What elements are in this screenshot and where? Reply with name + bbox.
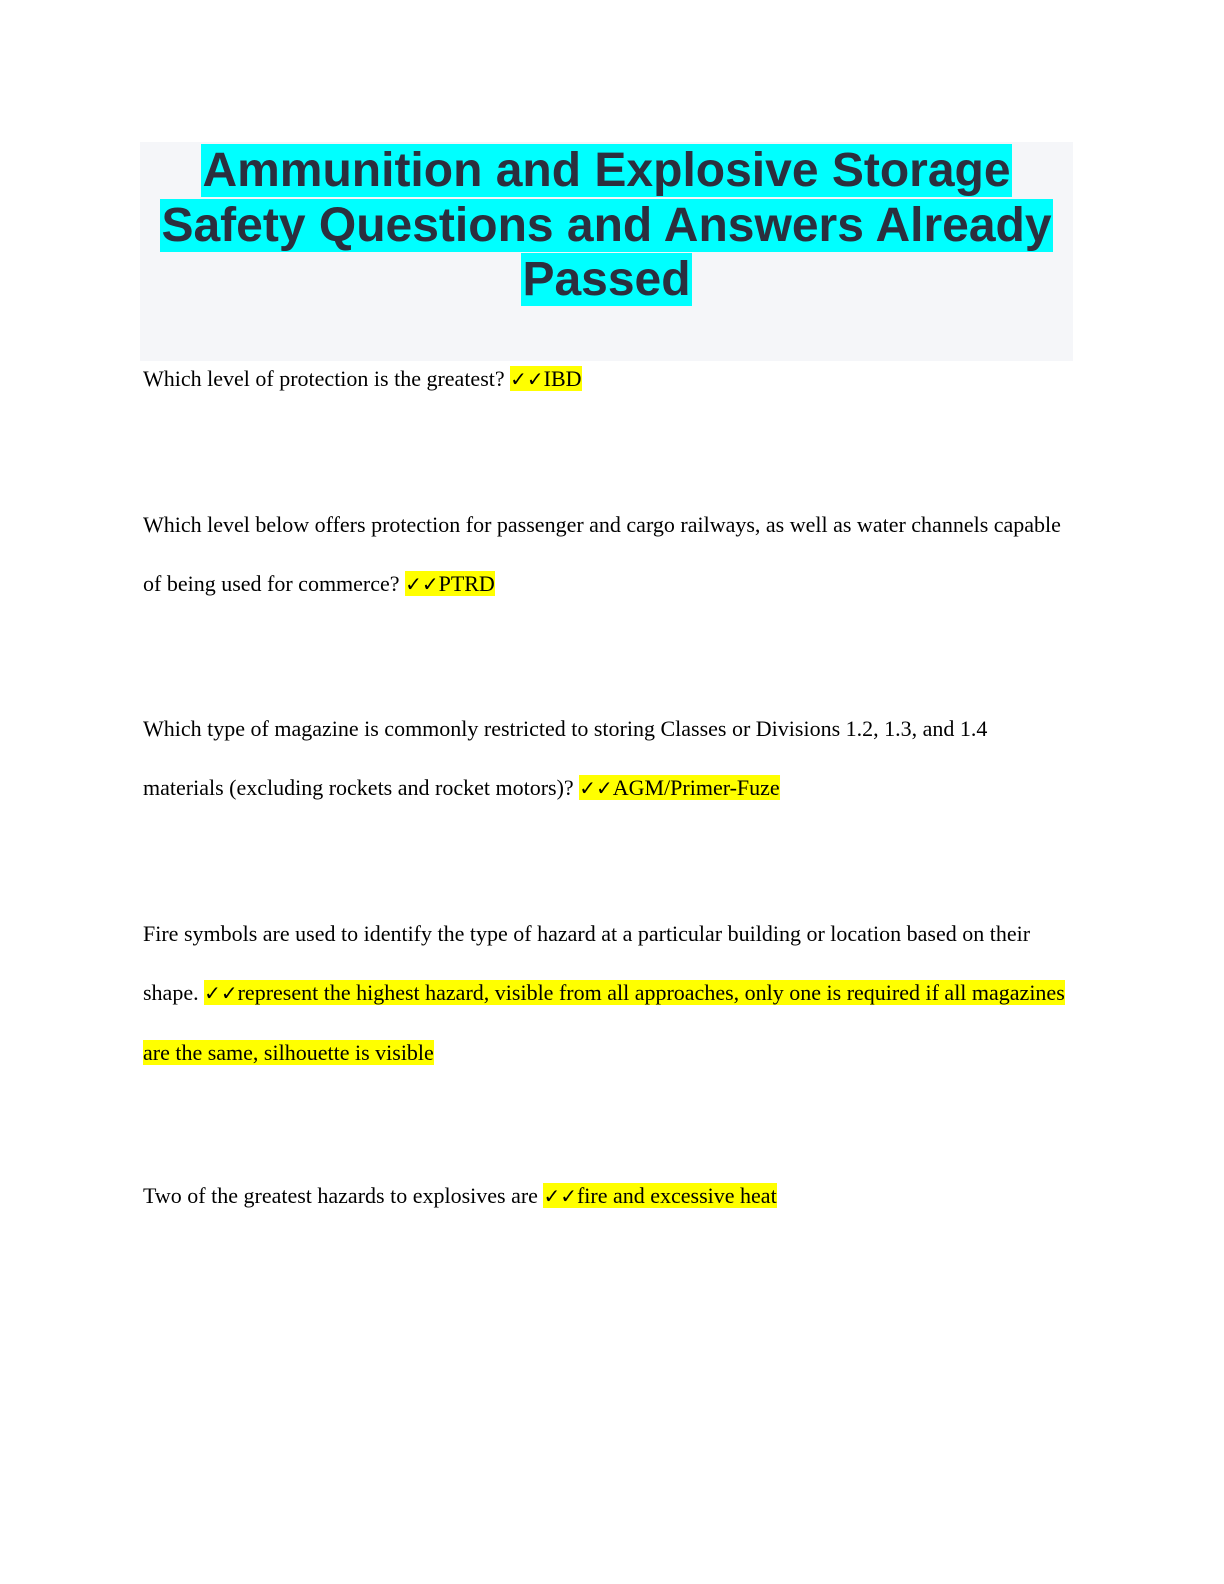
qa-item-4 — [143, 904, 1073, 1082]
question-text: Fire symbols are used to identify the type of hazard at a particular building or location based on their shape. — [143, 921, 1031, 1005]
question-text: Which level of protection is the greatest? — [143, 366, 511, 391]
qa-item-2 — [143, 495, 1073, 614]
question-text: Which type of magazine is commonly restricted to storing Classes or Divisions 1.2, 1.3, and 1.4 materials (excluding rockets and rocket motors)? — [143, 716, 988, 800]
question-text: Two of the greatest hazards to explosives are — [143, 1183, 544, 1208]
double-check-icon: ✓✓ — [405, 572, 439, 596]
answer-text: represent the highest hazard, visible from all approaches, only one is required if all magazines are the same, silhouette is visible — [143, 980, 1065, 1065]
answer-highlight — [543, 1183, 776, 1208]
qa-item-3 — [143, 699, 1073, 818]
double-check-icon: ✓✓ — [579, 776, 613, 800]
qa-item-1 — [143, 349, 1073, 409]
double-check-icon: ✓✓ — [543, 1184, 577, 1208]
title-banner — [140, 142, 1073, 361]
question-text: Which level below offers protection for passenger and cargo railways, as well as water channels capable of being used for commerce? — [143, 512, 1061, 596]
answer-text: AGM/Primer-Fuze — [612, 775, 780, 800]
answer-highlight — [143, 980, 1065, 1065]
document-title-text: Ammunition and Explosive Storage Safety Questions and Answers Already Passed — [161, 144, 1052, 306]
answer-highlight — [405, 571, 495, 596]
document-title — [140, 142, 1073, 308]
qa-item-5 — [143, 1166, 1073, 1226]
answer-text: fire and excessive heat — [576, 1183, 777, 1208]
answer-text: PTRD — [438, 571, 495, 596]
double-check-icon: ✓✓ — [204, 981, 238, 1005]
answer-highlight — [579, 775, 780, 800]
double-check-icon: ✓✓ — [510, 367, 544, 391]
answer-text: IBD — [543, 366, 582, 391]
answer-highlight — [510, 366, 581, 391]
